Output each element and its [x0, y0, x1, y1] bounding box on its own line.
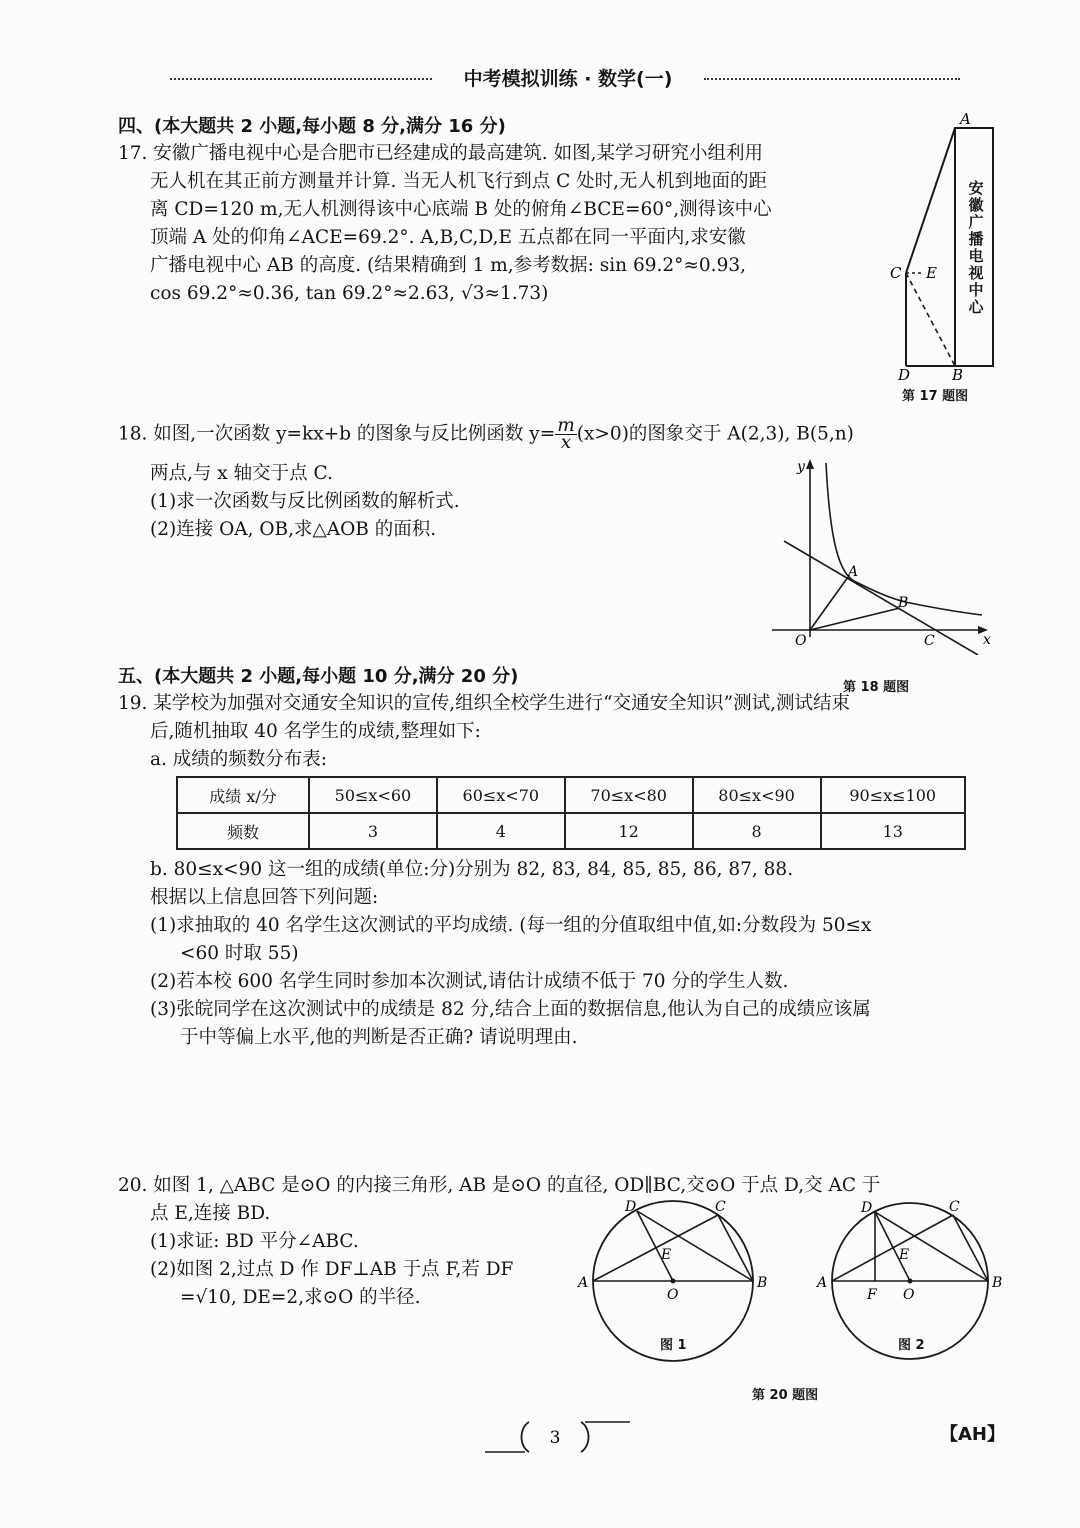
center-point — [908, 1279, 913, 1284]
label-a: A — [960, 110, 971, 128]
q19-text — [118, 690, 850, 774]
segment-cb — [906, 273, 955, 366]
q17-line: cos 69.2°≈0.36, tan 69.2°≈2.63, √3≈1.73) — [150, 283, 549, 304]
label-b: B — [757, 1275, 768, 1291]
fraction-numerator: m — [557, 415, 575, 436]
q18-caption: 第 18 题图 — [843, 680, 910, 695]
q17-figure — [880, 108, 1010, 408]
label-b: B — [992, 1275, 1003, 1291]
y-axis-arrow — [806, 459, 814, 469]
q17-text — [118, 140, 772, 308]
page-number: 3 — [549, 1428, 561, 1448]
label-f: F — [867, 1287, 877, 1303]
label-d: D — [898, 366, 911, 384]
label-d: D — [625, 1199, 637, 1215]
label-b: B — [952, 366, 964, 384]
q19-line: 后,随机抽取 40 名学生的成绩,整理如下: — [150, 721, 481, 742]
q18-line: (1)求一次函数与反比例函数的解析式. — [150, 491, 460, 512]
label-o: O — [667, 1287, 679, 1303]
q19-after-text — [150, 856, 871, 1052]
q20-fig1-label: 图 1 — [660, 1338, 687, 1353]
q18-fraction — [555, 415, 577, 453]
label-a: A — [578, 1275, 589, 1291]
q19-line: 根据以上信息回答下列问题: — [150, 887, 379, 908]
q20-caption: 第 20 题图 — [752, 1388, 819, 1403]
q20-line: 点 E,连接 BD. — [150, 1203, 271, 1224]
table-header-cell: 70≤x<80 — [565, 777, 693, 813]
q18-line: 两点,与 x 轴交于点 C. — [150, 463, 333, 484]
table-cell: 频数 — [177, 813, 309, 849]
q20-line: (2)如图 2,过点 D 作 DF⊥AB 于点 F,若 DF — [150, 1259, 514, 1280]
q17-line: 顶端 A 处的仰角∠ACE=69.2°. A,B,C,D,E 五点都在同一平面内,求安徽 — [150, 227, 746, 248]
q18-line1-post: (x>0)的图象交于 A(2,3), B(5,n) — [576, 423, 854, 445]
label-c: C — [949, 1199, 960, 1215]
left-paren-shape — [522, 1422, 530, 1452]
label-e: E — [661, 1247, 672, 1263]
label-o: O — [795, 633, 807, 649]
q19-line: (1)求抽取的 40 名学生这次测试的平均成绩. (每一组的分值取组中值,如:分数段为 50≤x — [150, 915, 872, 936]
q19-line: b. 80≤x<90 这一组的成绩(单位:分)分别为 82, 83, 84, 85, 85, 86, 87, 88. — [150, 859, 794, 880]
q17-line: 无人机在其正前方测量并计算. 当无人机飞行到点 C 处时,无人机到地面的距 — [150, 171, 768, 192]
label-c: C — [890, 264, 902, 282]
table-row — [177, 777, 965, 813]
q20-line1: 20. 如图 1, △ABC 是⊙O 的内接三角形, AB 是⊙O 的直径, OD∥BC,交⊙O 于点 D,交 AC 于 — [118, 1175, 881, 1196]
q17-line: 离 CD=120 m,无人机测得该中心底端 B 处的俯角∠BCE=60°,测得该中心 — [150, 199, 772, 220]
segment-ca — [906, 128, 955, 273]
fraction-denominator: x — [560, 432, 572, 453]
q19-line: (3)张皖同学在这次测试中的成绩是 82 分,结合上面的数据信息,他认为自己的成绩应该属 — [150, 999, 871, 1020]
label-x: x — [983, 632, 991, 648]
label-e: E — [926, 264, 937, 282]
q19-line: a. 成绩的频数分布表: — [150, 749, 328, 770]
label-y: y — [797, 459, 805, 475]
region-tag: 【AH】 — [940, 1424, 1005, 1445]
label-a: A — [848, 564, 859, 580]
q17-line: 广播电视中心 AB 的高度. (结果精确到 1 m,参考数据: sin 69.2°≈0.93, — [150, 255, 746, 276]
q20-line: (1)求证: BD 平分∠ABC. — [150, 1231, 359, 1252]
label-c: C — [715, 1199, 726, 1215]
building-label: 安徽广播电视中心 — [968, 179, 984, 316]
q18-text — [150, 460, 460, 544]
table-cell: 8 — [693, 813, 821, 849]
hyperbola-curve — [826, 463, 982, 615]
table-cell: 4 — [437, 813, 565, 849]
q18-line1 — [118, 415, 854, 453]
q18-line: (2)连接 OA, OB,求△AOB 的面积. — [150, 519, 437, 540]
label-e: E — [899, 1247, 910, 1263]
table-header-cell: 90≤x≤100 — [821, 777, 966, 813]
label-o: O — [903, 1287, 915, 1303]
table-row — [177, 813, 965, 849]
table-header-cell: 50≤x<60 — [309, 777, 437, 813]
page-number-ornament — [485, 1418, 635, 1454]
table-cell: 3 — [309, 813, 437, 849]
label-d: D — [861, 1200, 873, 1216]
label-b: B — [898, 595, 909, 611]
q17-line: 17. 安徽广播电视中心是合肥市已经建成的最高建筑. 如图,某学习研究小组利用 — [118, 143, 763, 164]
section-4-heading: 四、(本大题共 2 小题,每小题 8 分,满分 16 分) — [118, 116, 506, 137]
q20-line: =√10, DE=2,求⊙O 的半径. — [180, 1287, 421, 1308]
table-header-cell: 60≤x<70 — [437, 777, 565, 813]
header-dots-right — [704, 78, 960, 80]
frequency-table — [176, 776, 966, 850]
q19-line: (2)若本校 600 名学生同时参加本次测试,请估计成绩不低于 70 分的学生人数. — [150, 971, 789, 992]
table-cell: 12 — [565, 813, 693, 849]
q19-line: 19. 某学校为加强对交通安全知识的宣传,组织全校学生进行“交通安全知识”测试,测试结束 — [118, 693, 850, 714]
q20-text — [150, 1200, 513, 1312]
table-cell: 13 — [821, 813, 966, 849]
header-dots-left — [170, 78, 432, 80]
table-header-cell: 80≤x<90 — [693, 777, 821, 813]
label-a: A — [817, 1275, 828, 1291]
page-header — [170, 64, 960, 96]
q17-caption: 第 17 题图 — [902, 389, 969, 404]
label-c: C — [924, 633, 935, 649]
center-point — [671, 1279, 676, 1284]
q19-line: <60 时取 55) — [180, 943, 299, 964]
right-paren-shape — [581, 1422, 589, 1452]
linear-function-line — [784, 541, 978, 655]
q19-line: 于中等偏上水平,他的判断是否正确? 请说明理由. — [180, 1027, 578, 1048]
table-header-cell: 成绩 x/分 — [177, 777, 309, 813]
q18-line1-pre: 18. 如图,一次函数 y=kx+b 的图象与反比例函数 y= — [118, 423, 556, 445]
q20-fig2-label: 图 2 — [898, 1338, 925, 1353]
header-title: 中考模拟训练 · 数学(一) — [463, 68, 673, 90]
section-5-heading: 五、(本大题共 2 小题,每小题 10 分,满分 20 分) — [118, 666, 519, 687]
q18-figure — [770, 455, 1000, 655]
